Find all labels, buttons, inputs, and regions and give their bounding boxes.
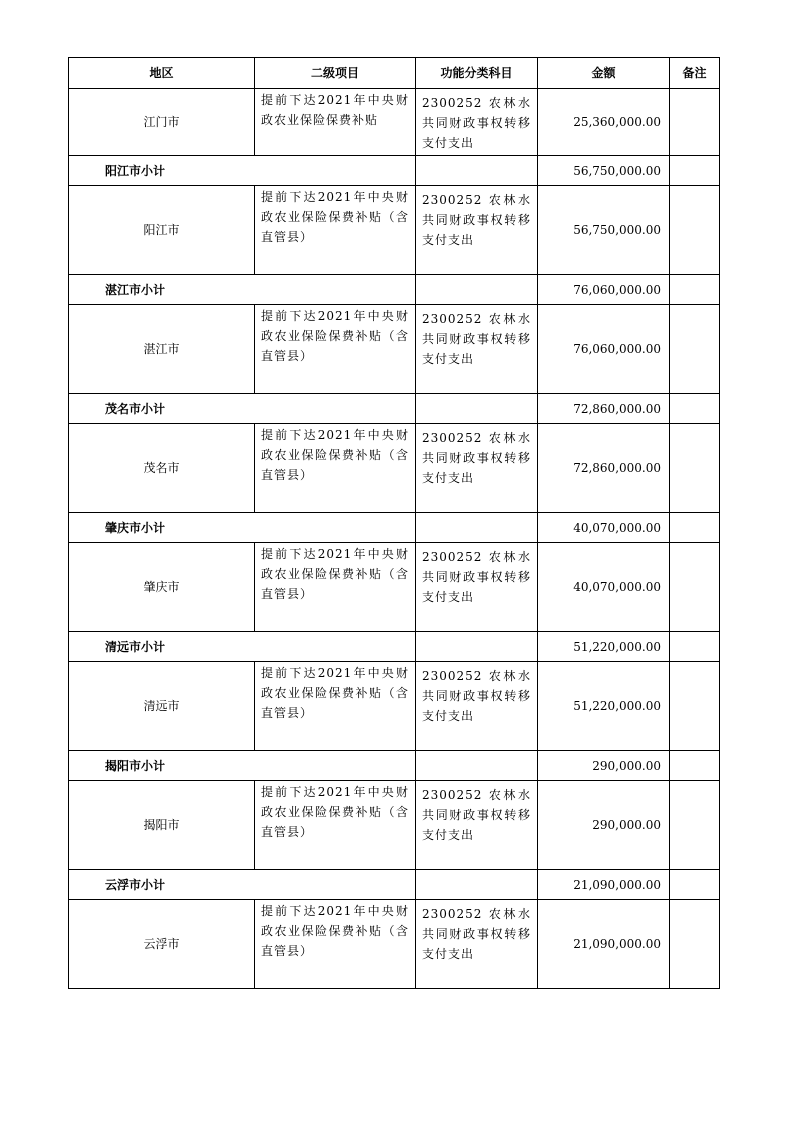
function-category-cell bbox=[416, 275, 538, 305]
detail-row bbox=[69, 186, 720, 275]
function-category-cell: 2300252 农林水共同财政事权转移支付支出 bbox=[416, 662, 538, 751]
amount-cell: 40,070,000.00 bbox=[538, 543, 670, 632]
note-cell bbox=[670, 394, 720, 424]
subtotal-row bbox=[69, 156, 720, 186]
amount-cell: 21,090,000.00 bbox=[538, 870, 670, 900]
note-cell bbox=[670, 751, 720, 781]
project-cell: 提前下达2021年中央财政农业保险保费补贴（含直管县） bbox=[255, 305, 416, 394]
amount-cell: 72,860,000.00 bbox=[538, 394, 670, 424]
function-category-cell bbox=[416, 870, 538, 900]
amount-cell: 25,360,000.00 bbox=[538, 89, 670, 156]
table-header-row bbox=[69, 58, 720, 89]
note-cell bbox=[670, 781, 720, 870]
detail-row bbox=[69, 89, 720, 156]
function-category-cell: 2300252 农林水共同财政事权转移支付支出 bbox=[416, 900, 538, 989]
amount-cell: 76,060,000.00 bbox=[538, 305, 670, 394]
function-category-cell bbox=[416, 394, 538, 424]
note-cell bbox=[670, 275, 720, 305]
subtotal-label: 阳江市小计 bbox=[69, 156, 416, 186]
region-cell: 阳江市 bbox=[69, 186, 255, 275]
note-cell bbox=[670, 632, 720, 662]
region-cell: 江门市 bbox=[69, 89, 255, 156]
project-cell: 提前下达2021年中央财政农业保险保费补贴（含直管县） bbox=[255, 424, 416, 513]
function-category-cell bbox=[416, 156, 538, 186]
region-cell: 云浮市 bbox=[69, 900, 255, 989]
function-category-cell bbox=[416, 513, 538, 543]
amount-cell: 40,070,000.00 bbox=[538, 513, 670, 543]
detail-row bbox=[69, 900, 720, 989]
amount-cell: 290,000.00 bbox=[538, 751, 670, 781]
project-cell: 提前下达2021年中央财政农业保险保费补贴（含直管县） bbox=[255, 186, 416, 275]
subtotal-label: 揭阳市小计 bbox=[69, 751, 416, 781]
subtotal-label: 清远市小计 bbox=[69, 632, 416, 662]
note-cell bbox=[670, 513, 720, 543]
amount-cell: 21,090,000.00 bbox=[538, 900, 670, 989]
subtotal-row bbox=[69, 870, 720, 900]
subtotal-label: 湛江市小计 bbox=[69, 275, 416, 305]
header-function-category: 功能分类科目 bbox=[416, 58, 538, 89]
subtotal-row bbox=[69, 632, 720, 662]
note-cell bbox=[670, 186, 720, 275]
subtotal-label: 云浮市小计 bbox=[69, 870, 416, 900]
amount-cell: 56,750,000.00 bbox=[538, 156, 670, 186]
subtotal-row bbox=[69, 394, 720, 424]
amount-cell: 72,860,000.00 bbox=[538, 424, 670, 513]
note-cell bbox=[670, 870, 720, 900]
amount-cell: 56,750,000.00 bbox=[538, 186, 670, 275]
subtotal-row bbox=[69, 513, 720, 543]
project-cell: 提前下达2021年中央财政农业保险保费补贴（含直管县） bbox=[255, 543, 416, 632]
note-cell bbox=[670, 662, 720, 751]
region-cell: 湛江市 bbox=[69, 305, 255, 394]
amount-cell: 51,220,000.00 bbox=[538, 662, 670, 751]
note-cell bbox=[670, 89, 720, 156]
header-region: 地区 bbox=[69, 58, 255, 89]
subtotal-label: 茂名市小计 bbox=[69, 394, 416, 424]
project-cell: 提前下达2021年中央财政农业保险保费补贴（含直管县） bbox=[255, 900, 416, 989]
function-category-cell bbox=[416, 751, 538, 781]
note-cell bbox=[670, 424, 720, 513]
subtotal-row bbox=[69, 275, 720, 305]
function-category-cell: 2300252 农林水共同财政事权转移支付支出 bbox=[416, 305, 538, 394]
function-category-cell: 2300252 农林水共同财政事权转移支付支出 bbox=[416, 424, 538, 513]
project-cell: 提前下达2021年中央财政农业保险保费补贴（含直管县） bbox=[255, 781, 416, 870]
header-amount: 金额 bbox=[538, 58, 670, 89]
region-cell: 揭阳市 bbox=[69, 781, 255, 870]
project-cell: 提前下达2021年中央财政农业保险保费补贴（含直管县） bbox=[255, 662, 416, 751]
function-category-cell: 2300252 农林水共同财政事权转移支付支出 bbox=[416, 186, 538, 275]
amount-cell: 76,060,000.00 bbox=[538, 275, 670, 305]
function-category-cell: 2300252 农林水共同财政事权转移支付支出 bbox=[416, 781, 538, 870]
header-note: 备注 bbox=[670, 58, 720, 89]
function-category-cell bbox=[416, 632, 538, 662]
subtotal-row bbox=[69, 751, 720, 781]
detail-row bbox=[69, 424, 720, 513]
detail-row bbox=[69, 781, 720, 870]
region-cell: 肇庆市 bbox=[69, 543, 255, 632]
note-cell bbox=[670, 543, 720, 632]
amount-cell: 290,000.00 bbox=[538, 781, 670, 870]
note-cell bbox=[670, 305, 720, 394]
note-cell bbox=[670, 156, 720, 186]
region-cell: 清远市 bbox=[69, 662, 255, 751]
table-body bbox=[69, 58, 720, 989]
function-category-cell: 2300252 农林水共同财政事权转移支付支出 bbox=[416, 543, 538, 632]
function-category-cell: 2300252 农林水共同财政事权转移支付支出 bbox=[416, 89, 538, 156]
detail-row bbox=[69, 662, 720, 751]
amount-cell: 51,220,000.00 bbox=[538, 632, 670, 662]
detail-row bbox=[69, 305, 720, 394]
project-cell: 提前下达2021年中央财政农业保险保费补贴 bbox=[255, 89, 416, 156]
note-cell bbox=[670, 900, 720, 989]
allocation-table bbox=[68, 57, 720, 989]
subtotal-label: 肇庆市小计 bbox=[69, 513, 416, 543]
region-cell: 茂名市 bbox=[69, 424, 255, 513]
detail-row bbox=[69, 543, 720, 632]
header-project: 二级项目 bbox=[255, 58, 416, 89]
